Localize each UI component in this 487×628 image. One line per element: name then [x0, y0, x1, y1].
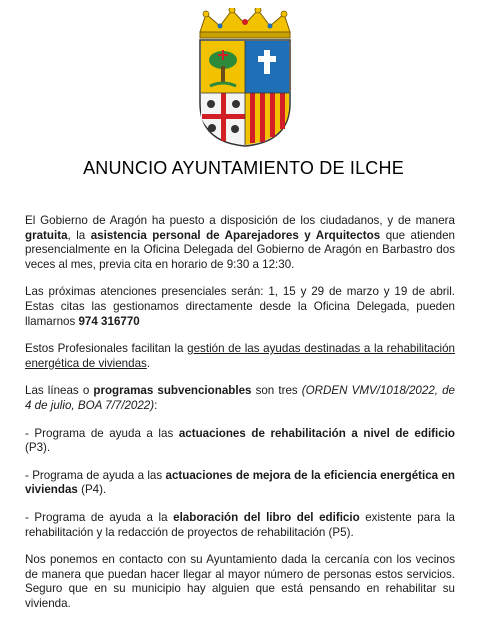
- text: que atienden presencialmente en la Oficina Delegada del Gobierno de Aragón en Barbastro dos veces al mes, previa cita en horario de 9:30 a 12:30.: [25, 228, 456, 271]
- bold-text: actuaciones de mejora de la eficiencia energética en viviendas: [25, 468, 455, 497]
- text: :: [154, 398, 158, 412]
- announcement-body: [25, 214, 455, 624]
- paragraph-closing: Nos ponemos en contacto con su Ayuntamiento dada la cercanía con los vecinos de manera que puedan hacer llegar al mayor número de personas estos servicios. Seguro que en su municipio hay alguien que está pensando en rehabilitar su vivienda.: [25, 553, 455, 610]
- text: (P3).: [25, 441, 51, 455]
- bold-text: actuaciones de rehabilitación a nivel de edificio: [178, 426, 455, 440]
- text: El Gobierno de Aragón ha puesto a disposición de los ciudadanos, y de manera: [25, 214, 455, 227]
- bold-text: elaboración del libro del edificio: [173, 510, 360, 524]
- text: son tres: [251, 384, 302, 398]
- cross-heads-quarter: [201, 93, 245, 145]
- text: (P4).: [77, 483, 107, 497]
- text: Estos Profesionales facilitan la: [25, 342, 188, 356]
- program-p3: [25, 427, 455, 456]
- italic-text: (ORDEN VMV/1018/2022, de 4 de julio, BOA 7/7/2022): [25, 384, 455, 412]
- program-p5: [25, 511, 455, 540]
- crown-icon: [200, 8, 290, 38]
- paragraph-dates: [25, 285, 455, 329]
- program-p4: [25, 469, 455, 498]
- text: , la: [67, 228, 91, 242]
- text: Las líneas o: [25, 384, 94, 398]
- text: - Programa de ayuda a las: [25, 426, 179, 440]
- text: - Programa de ayuda a la: [25, 510, 174, 524]
- text: Las próximas atenciones presenciales serán: 1, 15 y 29 de marzo y 19 de abril. Estas citas las gestionamos directamente desde la Oficina Delegada, pueden llamarnos: [25, 285, 455, 328]
- bold-text: asistencia personal de Aparejadores y Arquitectos: [90, 228, 381, 242]
- stripes-quarter: [245, 93, 289, 145]
- paragraph-services: [25, 342, 455, 371]
- text: - Programa de ayuda a las: [25, 468, 166, 482]
- phone-number: 974 316770: [78, 314, 140, 328]
- bold-text: gratuita: [25, 228, 68, 242]
- cross-quarter: [245, 41, 289, 93]
- paragraph-intro: [25, 214, 455, 272]
- page-title: ANUNCIO AYUNTAMIENTO DE ILCHE: [83, 158, 404, 178]
- underlined-text: gestión de las ayudas destinadas a la rehabilitación energética de viviendas: [25, 342, 456, 370]
- paragraph-programs: [25, 384, 455, 413]
- aragon-coat-of-arms: [190, 8, 300, 148]
- text: .: [146, 356, 151, 370]
- tree-quarter: [201, 41, 245, 93]
- bold-text: programas subvencionables: [93, 384, 252, 398]
- text: existente para la rehabilitación y la redacción de proyectos de rehabilitación (P5).: [25, 510, 455, 539]
